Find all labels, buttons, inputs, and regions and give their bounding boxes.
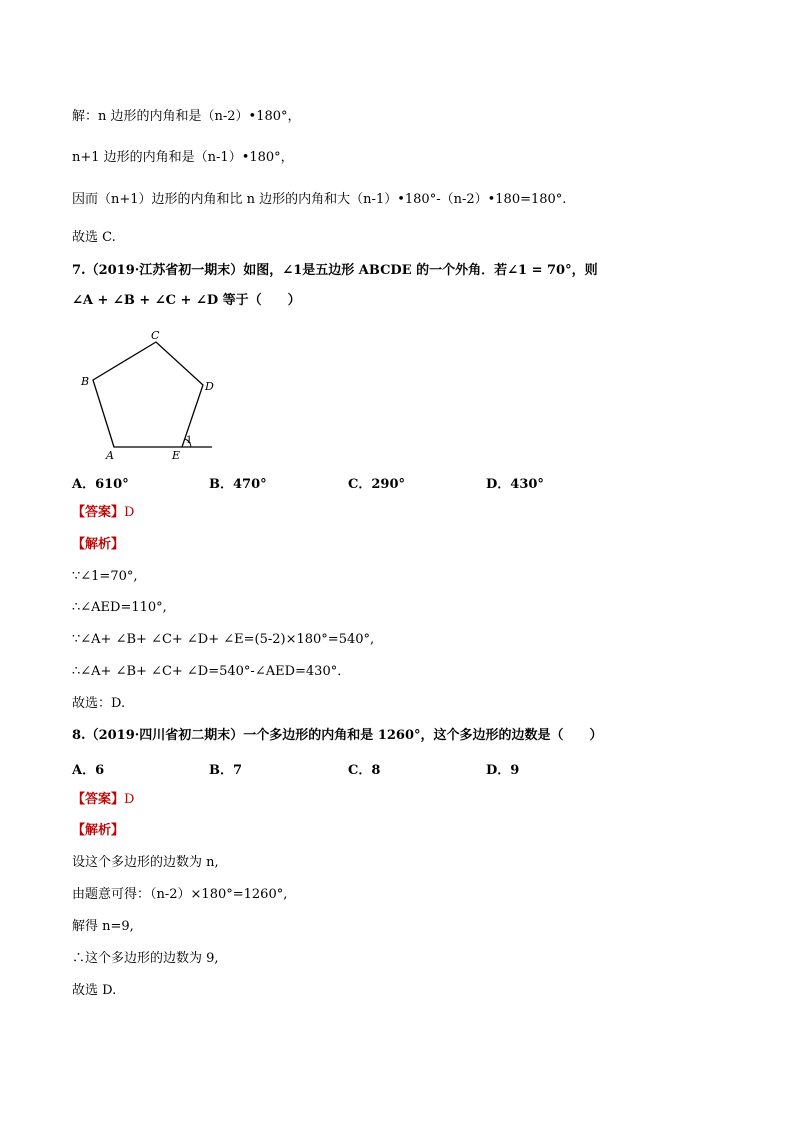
prev-solution-line-2: n+1 边形的内角和是（n-1）•180°， [72, 150, 294, 165]
q7-option-b: B．470° [209, 477, 267, 492]
q7-stem: 如图，∠1是五边形 ABCDE 的一个外角．若∠1 = 70°，则 [243, 263, 598, 278]
q7-answer-line [72, 504, 134, 522]
vertex-label-d: D [205, 380, 214, 393]
q7-stem-line-2: ∠A + ∠B + ∠C + ∠D 等于（ ） [72, 293, 301, 308]
q7-step-1: ∵∠1=70°, [72, 569, 138, 584]
q7-option-c: C．290° [348, 477, 405, 492]
q7-step-2: ∴∠AED=110°, [72, 600, 167, 615]
vertex-label-b: B [81, 375, 90, 388]
q8-analysis-tag: 【解析】 [72, 823, 125, 838]
q7-stem-line [72, 262, 598, 280]
q7-answer-tag: 【答案】 [72, 505, 125, 520]
q8-step-1: 设这个多边形的边数为 n, [72, 855, 219, 870]
q7-number: 7. [72, 263, 86, 278]
q7-source: （2019·江苏省初一期末） [85, 263, 244, 278]
q7-option-a: A．610° [72, 477, 129, 492]
q8-option-a: A．6 [72, 763, 105, 778]
q8-source: （2019·四川省初二期末） [85, 728, 244, 743]
q8-answer-line [72, 791, 134, 809]
q8-step-2: 由题意可得：（n-2）×180°=1260°, [72, 887, 288, 902]
vertex-label-c: C [151, 329, 160, 342]
prev-solution-line-1: 解：n 边形的内角和是（n-2）•180°， [72, 109, 301, 124]
q8-option-c: C．8 [348, 763, 381, 778]
prev-solution-line-3: 因而（n+1）边形的内角和比 n 边形的内角和大（n-1）•180°-（n-2）•180=180°. [72, 192, 567, 207]
q7-step-3: ∵∠A+ ∠B+ ∠C+ ∠D+ ∠E=(5-2)×180°=540°, [72, 632, 375, 647]
q8-step-5: 故选 D. [72, 983, 117, 998]
angle-label-1: 1 [186, 435, 193, 446]
q7-step-5: 故选：D. [72, 696, 126, 711]
q8-stem-line [72, 727, 603, 745]
pentagon-figure [76, 328, 216, 460]
q8-option-d: D．9 [486, 763, 520, 778]
q7-option-d: D．430° [486, 477, 544, 492]
vertex-label-a: A [106, 449, 114, 460]
q8-step-3: 解得 n=9, [72, 919, 134, 934]
q8-answer-value: D [124, 792, 135, 807]
q7-answer-value: D [124, 505, 135, 520]
q7-analysis-tag: 【解析】 [72, 537, 125, 552]
vertex-label-e: E [172, 449, 181, 460]
q8-option-b: B．7 [209, 763, 243, 778]
prev-solution-line-4: 故选 C. [72, 230, 116, 245]
q7-step-4: ∴∠A+ ∠B+ ∠C+ ∠D=540°-∠AED=430°． [72, 664, 351, 679]
q8-number: 8. [72, 728, 86, 743]
q8-stem: 一个多边形的内角和是 1260°，这个多边形的边数是（ ） [243, 728, 603, 743]
q8-step-4: ∴这个多边形的边数为 9, [72, 951, 219, 966]
pentagon-shape [93, 342, 203, 447]
q8-answer-tag: 【答案】 [72, 792, 125, 807]
